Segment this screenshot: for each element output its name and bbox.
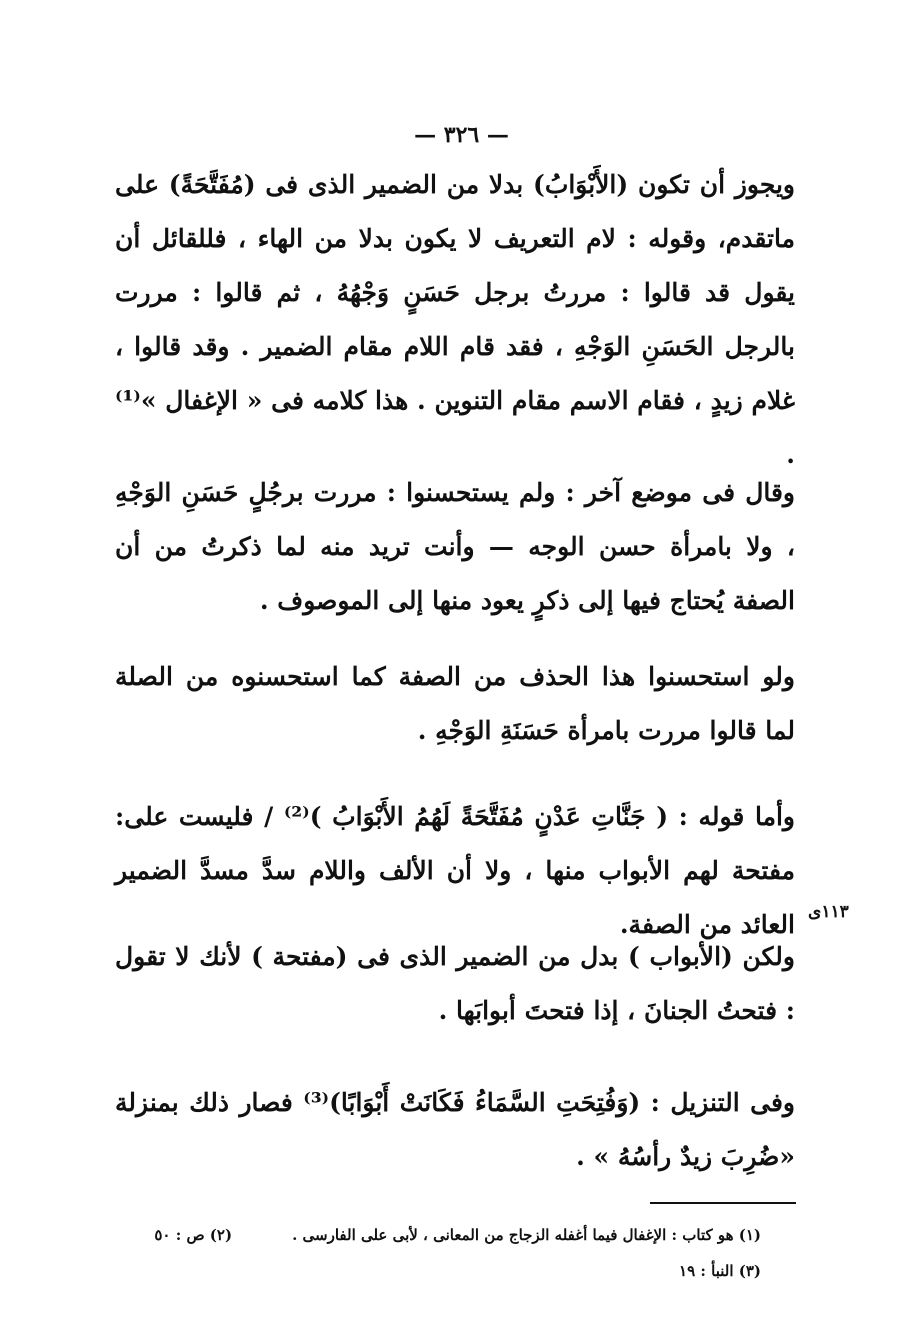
paragraph-2: وقال فى موضع آخر : ولم يستحسنوا : مررت برجُلٍ حَسَنِ الوَجْهِ ، ولا بامرأة حسن الوجه — وأنت تريد منه لما ذكرتُ من أن الصفة يُحتاج فيها إلى ذكرٍ يعود منها إلى الموصوف . xyxy=(115,478,795,615)
page-number: — ٣٢٦ — xyxy=(414,122,509,148)
footnote-1 xyxy=(154,1226,761,1244)
paragraph-5: ولكن (الأبواب ) بدل من الضمير الذى فى (مفتحة ) لأنك لا تقول : فتحتُ الجنانَ ، إذا فتحتَ أبوابَها . xyxy=(115,942,795,1025)
footnote-3: (٣) النبأ : ١٩ xyxy=(679,1262,761,1280)
margin-note: ١١٣ى xyxy=(808,902,849,922)
paragraph-4: وأما قوله : ( جَنَّاتِ عَدْنٍ مُفَتَّحَةً لَهُمُ الأَبْوَابُ )⁽²⁾ / فليست على: مفتحة لهم الأبواب منها ، ولا أن الألف واللام سدَّ مسدَّ الضمير العائد من الصفة. xyxy=(115,802,795,939)
paragraph-1: ويجوز أن تكون (الأَبْوَابُ) بدلا من الضمير الذى فى (مُفَتَّحَةً) على ماتقدم، وقوله : لام التعريف لا يكون بدلا من الهاء ، فللقائل أن يقول قد قالوا : مررتُ برجل حَسَنٍ وَجْهُهُ ، ثم قالوا : مررت بالرجل الحَسَنِ الوَجْهِ ، فقد قام اللام مقام الضمير . وقد قالوا ، غلام زيدٍ ، فقام الاسم مقام التنوين . هذا كلامه فى « الإغفال »⁽¹⁾ . xyxy=(115,170,795,469)
paragraph-3: ولو استحسنوا هذا الحذف من الصفة كما استحسنوه من الصلة لما قالوا مررت بامرأة حَسَنَةِ الوَجْهِ . xyxy=(115,662,795,745)
footnote-divider xyxy=(650,1202,796,1204)
footnote-2-text: (٢) ص : ٥٠ xyxy=(154,1226,233,1244)
footnote-1-text: (١) هو كتاب : الإغفال فيما أغفله الزجاج من المعانى ، لأبى على الفارسى . xyxy=(292,1226,761,1244)
paragraph-6: وفى التنزيل : (وَفُتِحَتِ السَّمَاءُ فَكَانَتْ أَبْوَابًا)⁽³⁾ فصار ذلك بمنزلة «ضُرِبَ زيدٌ رأسُهُ » . xyxy=(115,1088,795,1171)
